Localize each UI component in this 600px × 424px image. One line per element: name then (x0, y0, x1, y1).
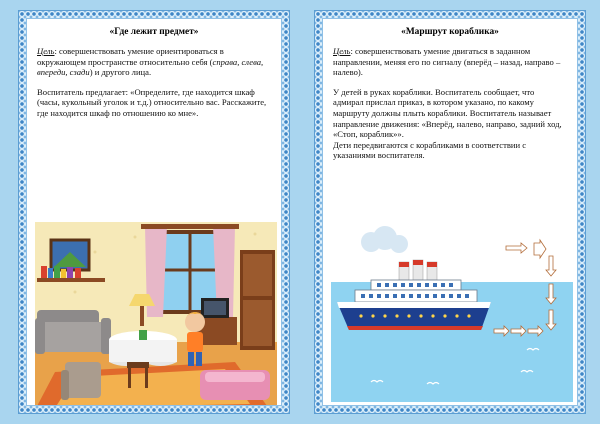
right-card-goal (323, 46, 577, 78)
right-card-story (323, 87, 577, 161)
right-card-content (322, 18, 578, 406)
goal-text-part2: ) и другого лица. (89, 67, 152, 78)
story-text: У детей в руках кораблики. Воспитатель сообщает, что адмирал прислал приказ, в котором указано, по какому маршруту должны плыть кораблики. Воспитатель называет направление движения: «Вперёд, налево, направо, задний ход, «Стоп, кораблик»». (333, 86, 562, 140)
goal-text-part1: : совершенствовать умение ориентироваться в окружающем пространстве относительно себя ( (37, 46, 224, 67)
story-conclusion: Дети передвигаются с корабликами в соответствии с указаниями воспитателя. (333, 139, 527, 161)
left-card-instruction: Воспитатель предлагает: «Определите, где находится шкаф (часы, кукольный уголок и т.д.) относительно вас. Расскажите, где находится шкаф по отношению ко мне». (37, 86, 267, 118)
left-game-card (18, 10, 290, 414)
goal-text: : совершенствовать умение двигаться в заданном направлении, меняя его по сигналу (вперёд – назад, направо – налево). (333, 46, 561, 78)
room-illustration (35, 222, 277, 406)
goal-label: Цель (37, 46, 55, 56)
goal-directions: справа, слева, впереди, сзади (37, 56, 264, 78)
left-card-title: «Где лежит предмет» (109, 27, 199, 37)
right-game-card (314, 10, 586, 414)
right-card-title: «Маршрут кораблика» (401, 27, 499, 37)
left-card-goal (27, 46, 281, 78)
left-card-content (26, 18, 282, 406)
goal-label: Цель (333, 46, 351, 56)
ship-illustration (331, 222, 573, 402)
